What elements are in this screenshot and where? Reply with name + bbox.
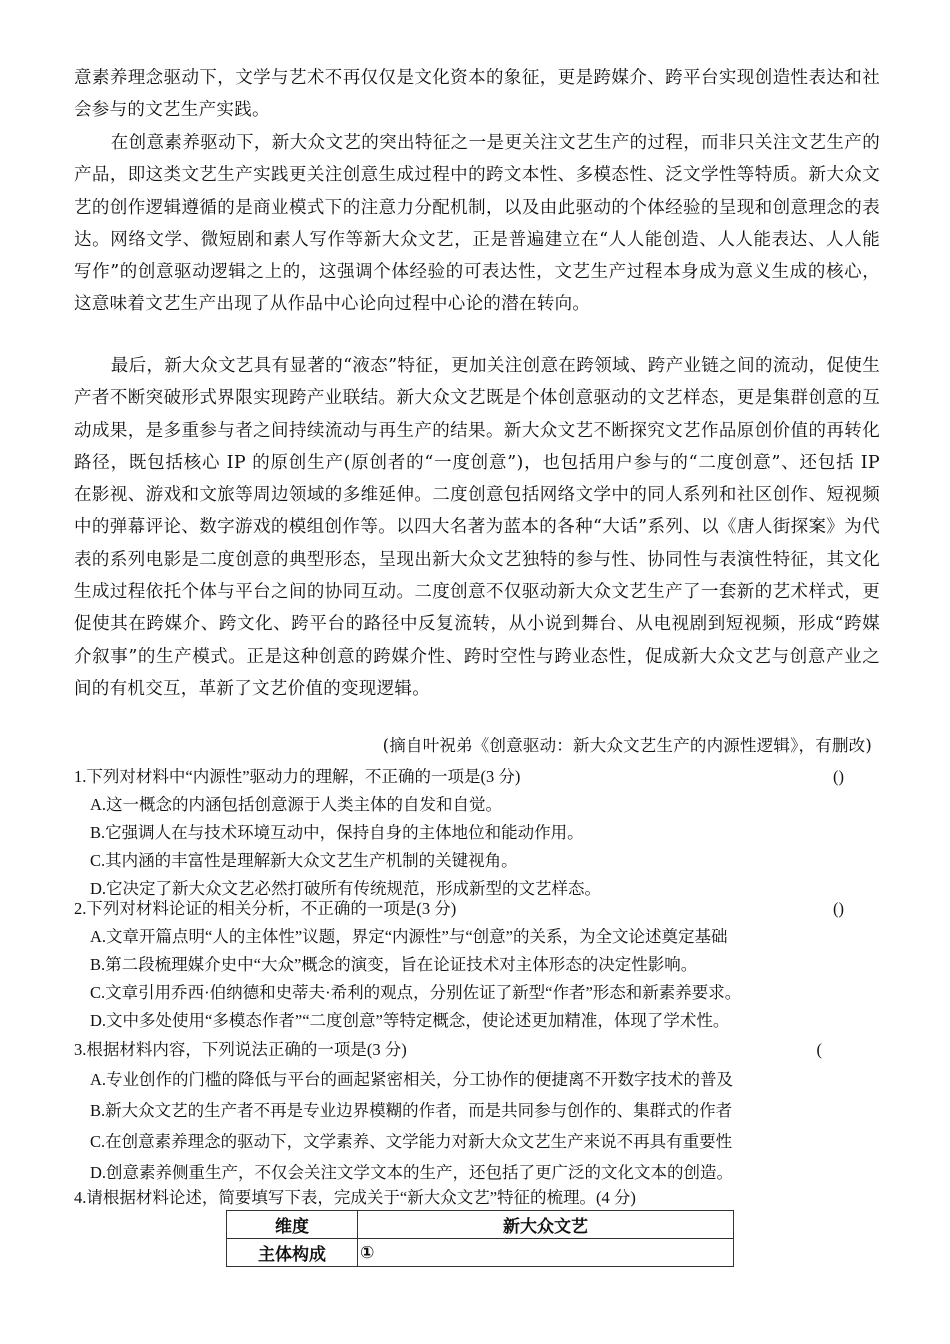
question-1-option-d: D.它决定了新大众文艺必然打破所有传统规范，形成新型的文艺样态。 <box>90 879 602 898</box>
table-cell-subject-composition: 主体构成 <box>227 1239 358 1267</box>
question-2-stem-line <box>74 894 880 923</box>
question-3-stem-line <box>74 1035 880 1064</box>
question-2-answer-paren: () <box>833 899 844 918</box>
question-2-option-a: A.文章开篇点明“人的主体性”议题，界定“内源性”与“创意”的关系，为全文论述奠定基础 <box>90 927 728 946</box>
question-1-stem: 1.下列对材料中“内源性”驱动力的理解，不正确的一项是(3 分) <box>74 767 521 786</box>
question-3-stem: 3.根据材料内容，下列说法正确的一项是(3 分) <box>74 1040 407 1059</box>
passage-paragraph-3: 最后，新大众文艺具有显著的“液态”特征，更加关注创意在跨领域、跨产业链之间的流动，促使生产者不断突破形式界限实现跨产业联结。新大众文艺既是个体创意驱动的文艺样态，更是集群创意的互动成果，是多重参与者之间持续流动与再生产的结果。新大众文艺不断探究文艺作品原创价值的再转化路径，既包括核心 IP 的原创生产(原创者的“一度创意”)，也包括用户参与的“二度创意”、还包括 IP 在影视、游戏和文旅等周边领域的多维延伸。二度创意包括网络文学中的同人系列和社区创作、短视频中的弹幕评论、数字游戏的模组创作等。以四大名著为蓝本的各种“大话”系列、以《唐人街探案》为代表的系列电影是二度创意的典型形态，呈现出新大众文艺独特的参与性、协同性与表演性特征，其文化生成过程依托个体与平台之间的协同互动。二度创意不仅驱动新大众文艺生产了一套新的艺术样式，更促使其在跨媒介、跨文化、跨平台的路径中反复流转，从小说到舞台、从电视剧到短视频，形成“跨媒介叙事”的生产模式。正是这种创意的跨媒介性、跨时空性与跨业态性，促成新大众文艺与创意产业之间的有机交互，革新了文艺价值的变现逻辑。 <box>74 356 880 699</box>
question-3-option-c: C.在创意素养理念的驱动下，文学素养、文学能力对新大众文艺生产来说不再具有重要性 <box>90 1132 733 1151</box>
question-3 <box>74 1035 880 1188</box>
table-row <box>227 1239 734 1267</box>
question-1-answer-paren: () <box>833 767 844 786</box>
table-header-row <box>227 1211 734 1239</box>
question-2-option-c: C.文章引用乔西·伯纳德和史蒂夫·希利的观点，分别佐证了新型“作者”形态和新素养要求。 <box>90 983 742 1002</box>
question-3-answer-paren: ( <box>816 1040 822 1059</box>
question-2-option-d: D.文中多处使用“多模态作者”“二度创意”等特定概念，使论述更加精准，体现了学术性。 <box>90 1011 730 1030</box>
table-header-new-mass-art: 新大众文艺 <box>358 1211 734 1239</box>
question-1-option-c: C.其内涵的丰富性是理解新大众文艺生产机制的关键视角。 <box>90 851 518 870</box>
question-2 <box>74 894 880 1035</box>
question-4 <box>74 1183 880 1212</box>
answer-marker-1: ① <box>360 1242 375 1263</box>
table-answer-cell-1[interactable] <box>358 1239 734 1267</box>
passage-paragraph-1: 意素养理念驱动下，文学与艺术不再仅仅是文化资本的象征，更是跨媒介、跨平台实现创造性表达和社会参与的文艺生产实践。 <box>74 68 880 121</box>
question-3-option-d: D.创意素养侧重生产，不仅会关注文学文本的生产，还包括了更广泛的文化文本的创造。 <box>90 1163 734 1182</box>
table-header-dimension: 维度 <box>227 1211 358 1239</box>
question-2-stem: 2.下列对材料论证的相关分析，不正确的一项是(3 分) <box>74 899 457 918</box>
question-3-option-b: B.新大众文艺的生产者不再是专业边界模糊的作者，而是共同参与创作的、集群式的作者 <box>90 1101 733 1120</box>
question-1-option-b: B.它强调人在与技术环境互动中，保持自身的主体地位和能动作用。 <box>90 823 584 842</box>
question-4-stem: 4.请根据材料论述，简要填写下表，完成关于“新大众文艺”特征的梳理。(4 分) <box>74 1188 636 1207</box>
question-3-option-a: A.专业创作的门槛的降低与平台的画起紧密相关，分工协作的便捷离不开数字技术的普及 <box>90 1070 734 1089</box>
features-table <box>226 1210 734 1267</box>
passage-source: (摘自叶祝弟《创意驱动：新大众文艺生产的内源性逻辑》，有删改) <box>382 736 872 755</box>
question-1 <box>74 762 880 903</box>
passage-paragraph-2: 在创意素养驱动下，新大众文艺的突出特征之一是更关注文艺生产的过程，而非只关注文艺生产的产品，即这类文艺生产实践更关注创意生成过程中的跨文本性、多模态性、泛文学性等特质。新大众文艺的创作逻辑遵循的是商业模式下的注意力分配机制，以及由此驱动的个体经验的呈现和创意理念的表达。网络文学、微短剧和素人写作等新大众文艺，正是普遍建立在“人人能创造、人人能表达、人人能写作”的创意驱动逻辑之上的，这强调个体经验的可表达性，文艺生产过程本身成为意义生成的核心，这意味着文艺生产出现了从作品中心论向过程中心论的潜在转向。 <box>74 133 880 315</box>
question-2-option-b: B.第二段梳理媒介史中“大众”概念的演变，旨在论证技术对主体形态的决定性影响。 <box>90 955 698 974</box>
question-1-stem-line <box>74 762 880 791</box>
question-1-option-a: A.这一概念的内涵包括创意源于人类主体的自发和自觉。 <box>90 795 503 814</box>
